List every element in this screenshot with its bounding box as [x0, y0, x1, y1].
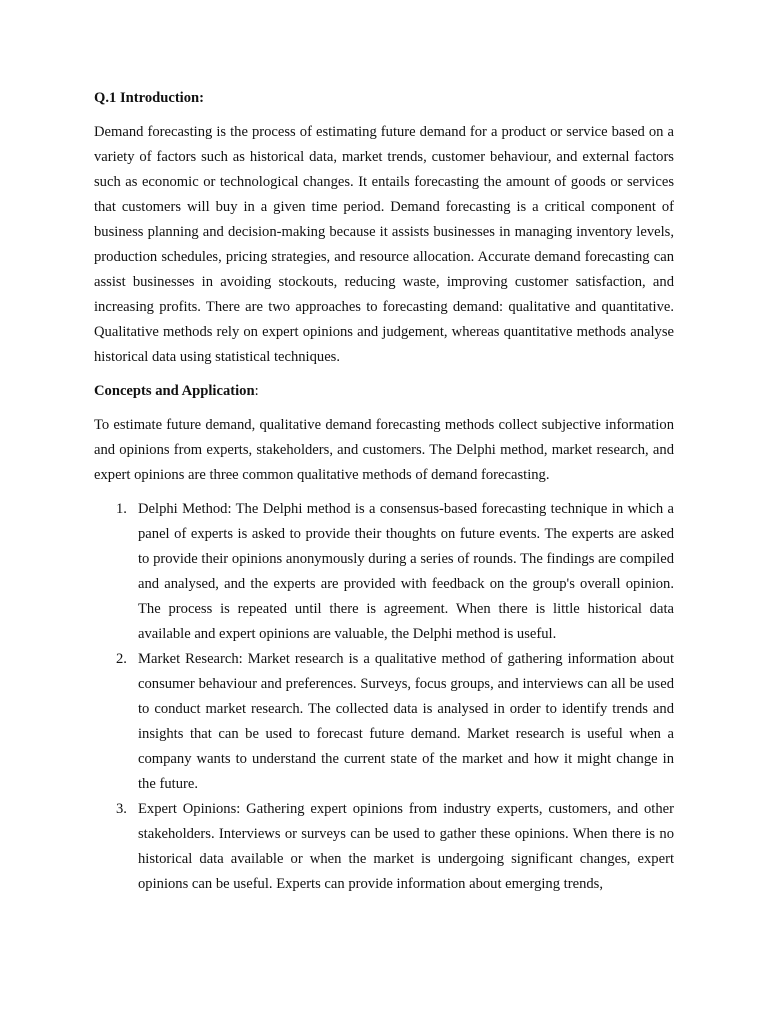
list-item-text: Expert Opinions: Gathering expert opinions from industry experts, customers, and other stakeholders. Interviews or surveys can be used to gather these opinions. When there is no historical data available or when the market is undergoing significant changes, expert opinions can be useful. Experts can provide information about emerging trends, [138, 801, 674, 892]
list-item-expert-opinions [94, 797, 674, 897]
list-item-market-research [94, 647, 674, 797]
concepts-heading-text: Concepts and Application [94, 383, 255, 399]
list-number: 1. [116, 501, 127, 517]
list-item-text: Delphi Method: The Delphi method is a consensus-based forecasting technique in which a panel of experts is asked to provide their thoughts on future events. The experts are asked to provide their opinions anonymously during a series of rounds. The findings are compiled and analysed, and the experts are provided with feedback on the group's overall opinion. The process is repeated until there is agreement. When there is little historical data available and expert opinions are valuable, the Delphi method is useful. [138, 501, 674, 642]
document-body [94, 86, 674, 897]
section-heading: Q.1 Introduction: [94, 90, 205, 106]
intro-paragraph: Demand forecasting is the process of estimating future demand for a product or service based on a variety of factors such as historical data, market trends, customer behaviour, and external factors such as economic or technological changes. It entails forecasting the amount of goods or services that customers will buy in a given time period. Demand forecasting is a critical component of business planning and decision-making because it assists businesses in managing inventory levels, production schedules, pricing strategies, and resource allocation. Accurate demand forecasting can assist businesses in avoiding stockouts, reducing waste, improving customer satisfaction, and increasing profits. There are two approaches to forecasting demand: qualitative and quantitative. Qualitative methods rely on expert opinions and judgement, whereas quantitative methods analyse historical data using statistical techniques. [94, 124, 674, 365]
concepts-paragraph: To estimate future demand, qualitative demand forecasting methods collect subjective information and opinions from experts, stakeholders, and customers. The Delphi method, market research, and expert opinions are three common qualitative methods of demand forecasting. [94, 417, 674, 483]
methods-list [94, 497, 674, 897]
list-number: 2. [116, 651, 127, 667]
list-number: 3. [116, 801, 127, 817]
list-item-text: Market Research: Market research is a qualitative method of gathering information about consumer behaviour and preferences. Surveys, focus groups, and interviews can all be used to conduct market research. The collected data is analysed in order to identify trends and insights that can be used to forecast future demand. Market research is useful when a company wants to understand the current state of the market and how it might change in the future. [138, 651, 674, 792]
concepts-heading [94, 379, 674, 404]
list-item-delphi [94, 497, 674, 647]
concepts-heading-colon: : [254, 383, 259, 399]
